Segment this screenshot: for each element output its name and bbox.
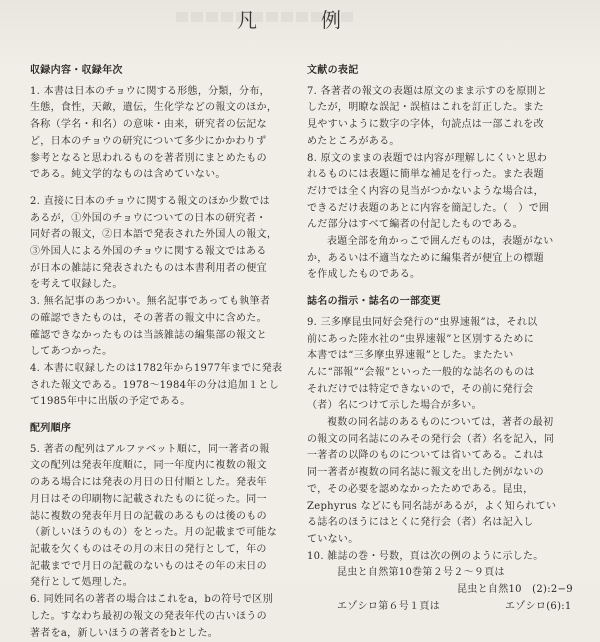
line: 各称（学名・和名）の意味・由来，研究者の伝記な [30, 117, 300, 134]
line: 6. 同姓同名の著者の場合はこれをa，bの符号で区別 [30, 592, 300, 609]
line: Zephyrus などにも同名誌があるが，よく知られてい [307, 499, 579, 516]
line: 本書では“三多摩虫界速報”とした。またたい [307, 348, 579, 365]
line: 10. 雑誌の巻・号数，頁は次の例のように示した。 [307, 549, 579, 566]
line: 見やすいように数字の字体，句読点は一部これを改 [307, 117, 579, 134]
line: した。すなわち最初の報文の発表年代の古いほうの [30, 609, 300, 626]
line: できるだけ表題のあとに内容を簡記した。（ ）で囲 [307, 201, 579, 218]
line: 同好者の報文，②日本語で発表された外国人の報文， [30, 227, 300, 244]
line: 一著者の以降のものについては省いてある。これは [307, 448, 579, 465]
line: （新しいほうのもの）をとった。月の記載まで可能な [30, 525, 300, 542]
line: ど，日本のチョウの研究について多少にかかわりず [30, 134, 300, 151]
paragraph-3 [30, 294, 300, 361]
line: 著者をa，新しいほうの著者をbとした。 [30, 626, 300, 642]
line: である。純文学的なものは含めていない。 [30, 167, 300, 184]
section-heading-journal-names: 誌名の指示・誌名の一部変更 [307, 294, 579, 311]
line: 確認できなかったものは当該雑誌の編集部の報文と [30, 328, 300, 345]
line: 誌に複数の発表年月日の記載のあるものは後のもの [30, 509, 300, 526]
line: 2. 直接に日本のチョウに関する報文のほか少数では [30, 194, 300, 211]
right-column [307, 55, 579, 615]
line: したが，明瞭な誤記・誤植はこれを訂正した。また [307, 100, 579, 117]
example-row-3 [307, 599, 579, 616]
line: んだ部分はすべて編者の付記したものである。 [307, 217, 579, 234]
paragraph-9-continued [307, 415, 579, 549]
line: 前にあった陸水社の“虫界速報”と区別するために [307, 332, 579, 349]
line: してあつかった。 [30, 344, 300, 361]
example-row-1 [307, 565, 579, 582]
paragraph-4 [30, 361, 300, 411]
line: 7. 各著者の報文の表題は原文のまま示すのを原則と [307, 84, 579, 101]
section-heading-contents: 収録内容・収録年次 [30, 63, 300, 80]
line: 記載までで月日の記載のないものはその年の末日の [30, 559, 300, 576]
line: んに“部報”“会報”といった一般的な誌名のものは [307, 365, 579, 382]
paragraph-5 [30, 442, 300, 592]
line: れるものには表題に簡単な補足を行った。また表題 [307, 167, 579, 184]
example-source-1: 昆虫と自然第10巻第２号２〜９頁は [337, 565, 505, 582]
example-result-2: エゾシロ(6):1 [505, 599, 572, 616]
paragraph-6 [30, 592, 300, 642]
line: 4. 本書に収録したのは1782年から1977年までに発表 [30, 361, 300, 378]
section-heading-order: 配列順序 [30, 421, 300, 438]
line: 同一著者が複数の同名誌に報文を出した例がないの [307, 465, 579, 482]
line: 9. 三多摩昆虫同好会発行の“虫界速報”は，それ以 [307, 315, 579, 332]
line: 生態，食性，天敵，遺伝，生化学などの報文のほか， [30, 100, 300, 117]
line: 表題全部を角かっこで囲んだものは，表題がない [327, 234, 579, 251]
section-heading-notation: 文献の表記 [307, 63, 579, 80]
left-column [30, 55, 300, 642]
line: て1985年中に出版の予定である。 [30, 394, 300, 411]
paragraph-10 [307, 549, 579, 616]
line: 複数の同名誌のあるものについては，著者の最初 [327, 415, 579, 432]
line: ていない。 [307, 532, 579, 549]
line: あるが，①外国のチョウについての日本の研究者・ [30, 211, 300, 228]
line: る誌名のほうにはとくに発行会（者）名は記入し [307, 515, 579, 532]
line: 発行として処理した。 [30, 575, 300, 592]
page-title: 凡 例 [0, 4, 600, 33]
example-row-2 [307, 582, 579, 599]
line: された報文である。1978〜1984年の分は追加１とし [30, 378, 300, 395]
line: で，その必要を認めなかったためである。昆虫， [307, 482, 579, 499]
line: （者）名につけて示した場合が多い。 [307, 398, 579, 415]
line: のある場合には発表の月日の日付順とした。発表年 [30, 475, 300, 492]
line: の確認できたものは，その著者の報文中に含めた。 [30, 311, 300, 328]
line: めたところがある。 [307, 134, 579, 151]
example-result-1: 昆虫と自然10 (2):2−9 [457, 582, 573, 599]
paragraph-8 [307, 151, 579, 235]
line: を作成したものである。 [307, 267, 579, 284]
line: か，あるいは不適当なために編集者が便宜上の標題 [307, 251, 579, 268]
paragraph-8-continued [307, 234, 579, 284]
example-source-2: エゾシロ第６号１頁は [337, 599, 440, 616]
line: ③外国人による外国のチョウに関する報文ではある [30, 244, 300, 261]
line: 記載を欠くものはその月の末日の発行として，年の [30, 542, 300, 559]
paragraph-1 [30, 84, 300, 184]
paragraph-7 [307, 84, 579, 151]
line: 月日はその印刷物に記載されたものに従った。同一 [30, 492, 300, 509]
line: の報文の同名誌にのみその発行会（者）名を記入，同 [307, 432, 579, 449]
line: 参考となると思われるものを著者別にまとめたもの [30, 151, 300, 168]
line: 文の配列は発表年度順に，同一年度内に複数の報文 [30, 458, 300, 475]
line: それだけでは特定できないので，その前に発行会 [307, 382, 579, 399]
show-through-text [176, 12, 356, 22]
line: 5. 著者の配列はアルファベット順に，同一著者の報 [30, 442, 300, 459]
line: 8. 原文のままの表題では内容が理解しにくいと思わ [307, 151, 579, 168]
paragraph-2 [30, 194, 300, 294]
line: だけでは全く内容の見当がつかないような場合は， [307, 184, 579, 201]
line: が日本の雑誌に発表されたものは本書利用者の便宜 [30, 261, 300, 278]
paragraph-9 [307, 315, 579, 415]
line: 3. 無名記事のあつかい。無名記事であっても執筆者 [30, 294, 300, 311]
line: 1. 本書は日本のチョウに関する形態，分類，分布， [30, 84, 300, 101]
line: を考えて収録した。 [30, 277, 300, 294]
